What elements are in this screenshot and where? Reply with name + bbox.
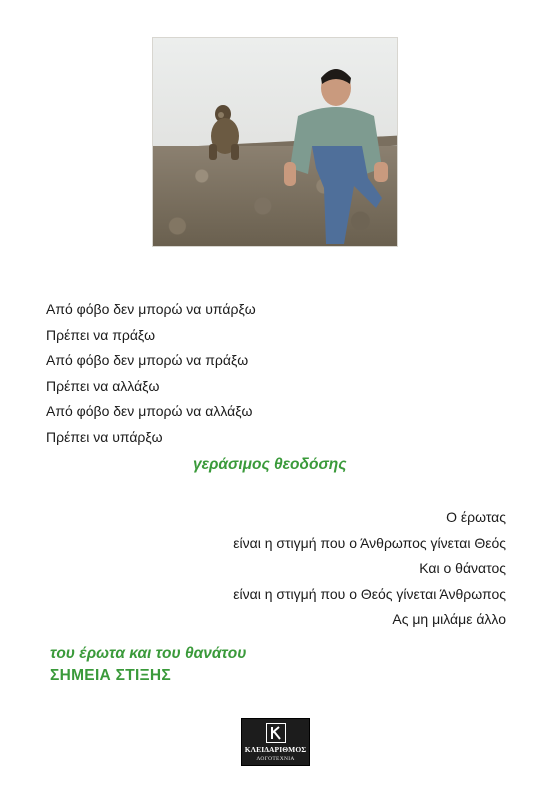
poem-line: είναι η στιγμή που ο Άνθρωπος γίνεται Θεός	[233, 534, 506, 551]
poem-line: Από φόβο δεν μπορώ να αλλάξω	[46, 403, 253, 420]
poem-line: Πρέπει να υπάρξω	[46, 428, 163, 445]
author-name: γεράσιμος θεοδόσης	[193, 456, 347, 473]
poem-line: Πρέπει να αλλάξω	[46, 377, 160, 394]
publisher-subtitle: ΛΟΓΟΤΕΧΝΙΑ	[256, 756, 295, 762]
publisher-name: ΚΛΕΙΔΑΡΙΘΜΟΣ	[244, 745, 307, 754]
photo-man	[278, 58, 393, 246]
poem-line: Από φόβο δεν μπορώ να πράξω	[46, 352, 249, 369]
author-photo	[153, 38, 397, 246]
book-title: του έρωτα και του θανάτου	[50, 645, 247, 662]
poem-line: Ας μη μιλάμε άλλο	[392, 611, 506, 628]
poem-line: Από φόβο δεν μπορώ να υπάρξω	[46, 301, 256, 317]
poem-first	[46, 297, 256, 451]
series-name: ΣΗΜΕΙΑ ΣΤΙΞΗΣ	[50, 667, 171, 684]
publisher-logo	[241, 718, 310, 766]
poem-line: Και ο θάνατος	[419, 560, 506, 577]
poem-line: Ο έρωτας	[446, 509, 506, 525]
poem-line: Πρέπει να πράξω	[46, 326, 156, 343]
photo-monkey	[201, 100, 251, 162]
poem-second	[233, 505, 506, 633]
key-icon	[266, 723, 286, 743]
poem-line: είναι η στιγμή που ο Θεός γίνεται Άνθρωπος	[233, 585, 506, 602]
